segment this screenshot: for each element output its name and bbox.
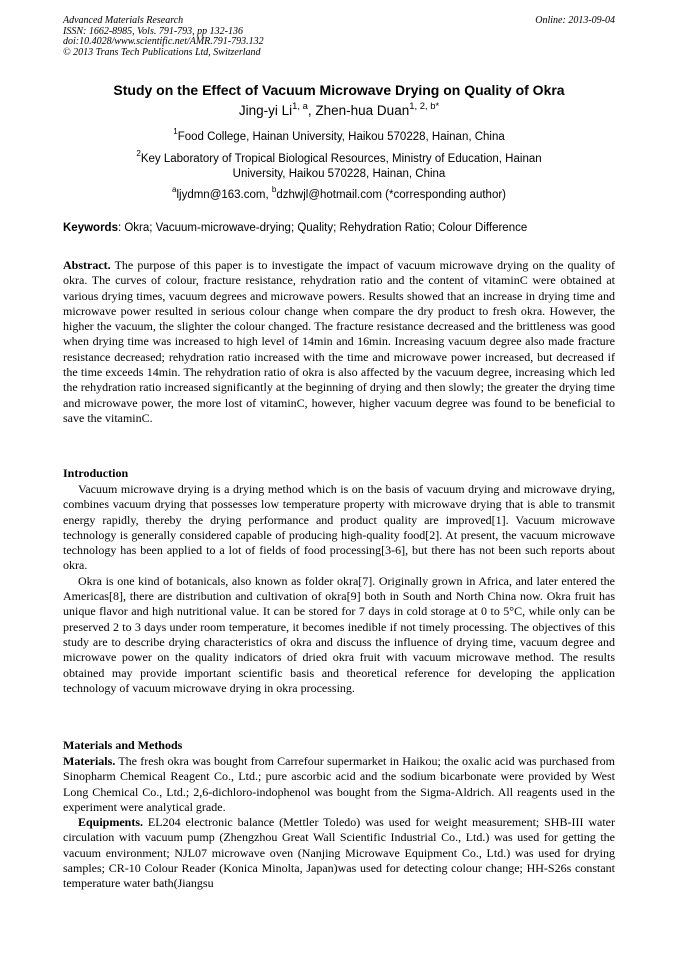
affiliation-1 <box>40 127 638 145</box>
author-name: Jing-yi Li <box>238 103 293 118</box>
paper-title: Study on the Effect of Vacuum Microwave Drying on Quality of Okra <box>113 82 565 98</box>
author-name: Zhen-hua Duan <box>315 103 410 118</box>
affiliation-text: Key Laboratory of Tropical Biological Resources, Ministry of Education, Hainan <box>140 153 542 165</box>
affiliation-text: University, Haikou 570228, Hainan, China <box>232 168 446 180</box>
affiliation-text: Food College, Hainan University, Haikou 570228, Hainan, China <box>177 131 505 143</box>
author-superscript: 1, 2, b* <box>409 100 440 112</box>
email-line <box>40 185 638 203</box>
author-separator: , <box>307 103 316 118</box>
author-superscript: 1, a <box>292 100 308 112</box>
author-line <box>40 100 638 118</box>
online-date: Online: 2013-09-04 <box>535 15 615 26</box>
affiliation-2 <box>40 149 638 182</box>
materials-text: The fresh okra was bought from Carrefour supermarket in Haikou; the oxalic acid was purchased from Sinopharm Chemical Reagent Co., Ltd.; pure ascorbic acid and the sodium bicarbonate were provided by West Long Chemical Co., Ltd.; 2,6-dichloro-indophenol was bought from the Sigma-Aldrich. All reagents used in the experiment were analytical grade. <box>63 754 615 814</box>
keywords-label: Keywords <box>63 222 118 234</box>
equipments-text: EL204 electronic balance (Mettler Toledo) was used for weight measurement; SHB-III water circulation with vacuum pump (Zhengzhou Great Wall Scientific Industrial Co., Ltd.) was used for getting the vacuum environment; NJL07 microwave oven (Nanjing Microwave Equipment Co., Ltd.) was used for drying samples; CR-10 Colour Reader (Konica Minolta, Japan)was used for detecting colour change; HH-S26s constant temperature water bath(Jiangsu <box>63 815 615 891</box>
materials-label: Materials. <box>63 754 116 768</box>
affiliation-superscript: 1 <box>173 127 178 137</box>
methods-section <box>63 754 615 892</box>
keywords-text: : Okra; Vacuum-microwave-drying; Quality; Rehydration Ratio; Colour Difference <box>117 222 528 234</box>
issn-line: ISSN: 1662-8985, Vols. 791-793, pp 132-136 <box>63 25 243 37</box>
keywords-line <box>63 222 615 234</box>
introduction-section <box>63 482 615 696</box>
materials-paragraph <box>63 754 615 815</box>
copyright-line: © 2013 Trans Tech Publications Ltd, Switzerland <box>63 46 261 58</box>
methods-heading: Materials and Methods <box>63 738 183 752</box>
email-superscript: b <box>271 185 277 195</box>
introduction-heading: Introduction <box>63 466 129 480</box>
equipments-paragraph <box>63 815 615 891</box>
introduction-paragraph: Okra is one kind of botanicals, also known as folder okra[7]. Originally grown in Africa, and later entered the Americas[8], there are distribution and cultivation of okra[9] both in South and North China now. Okra fruit has unique flavor and high nutritional value. It can be stored for 7 days in cold storage at 0 to 5°C, while only can be preserved 2 to 3 days under room temperature, it becomes inedible if not timely processing. The objectives of this study are to describe drying characteristics of okra and discuss the influence of drying time, vacuum degree and microwave power on the quality indicators of dried okra fruit with vacuum microwave method. The results obtained may provide important scientific basis and theoretical reference for developing the application technology of vacuum microwave drying in okra processing. <box>63 573 615 695</box>
doi-line: doi:10.4028/www.scientific.net/AMR.791-793.132 <box>63 36 264 48</box>
email-address: dzhwjl@hotmail.com (*corresponding author) <box>276 189 506 201</box>
abstract-section <box>63 258 615 426</box>
introduction-paragraph: Vacuum microwave drying is a drying method which is on the basis of vacuum drying and microwave drying, combines vacuum drying that possesses low temperature property with microwave drying that is able to transmit energy rapidly, thereby the drying performance and product quality are improved[1]. Vacuum microwave technology is generally considered capable of producing high-quality food[2]. At present, the vacuum microwave technology has been applied to a lot of fields of food processing[3-6], but there has not been such reports about okra. <box>63 482 615 573</box>
journal-header <box>63 16 615 58</box>
abstract-text: The purpose of this paper is to investigate the impact of vacuum microwave drying on the quality of okra. The curves of colour, fracture resistance, rehydration ratio and the content of vitaminC were obtained at various drying times, vacuum degrees and microwave powers. Results showed that an increase in drying time and microwave power resulted in serious colour change when compare the dry product to fresh okra. However, the higher the vacuum, the slighter the colour changed. The fracture resistance decreased and the brittleness was good when drying time was increased to high level of 14min and 16min. Increasing vacuum degree also made fracture resistance decreased; rehydration ratio increased with the time and microwave power increased, but decreased if the time exceeds 14min. The rehydration ratio of okra is also affected by the vacuum degree, increasing which led the rehydration ratio increased significantly at the beginning of drying and then slowly; the greater the drying time and microwave power, the more lost of vitaminC, however, higher vacuum degree was found to be beneficial to save the vitaminC. <box>63 258 615 425</box>
abstract-label: Abstract. <box>63 258 111 272</box>
journal-name: Advanced Materials Research <box>63 15 184 26</box>
equipments-label: Equipments. <box>78 815 144 830</box>
email-address: ljydmn@163.com, <box>176 189 272 201</box>
email-superscript: a <box>171 185 177 195</box>
affiliation-superscript: 2 <box>136 149 141 159</box>
